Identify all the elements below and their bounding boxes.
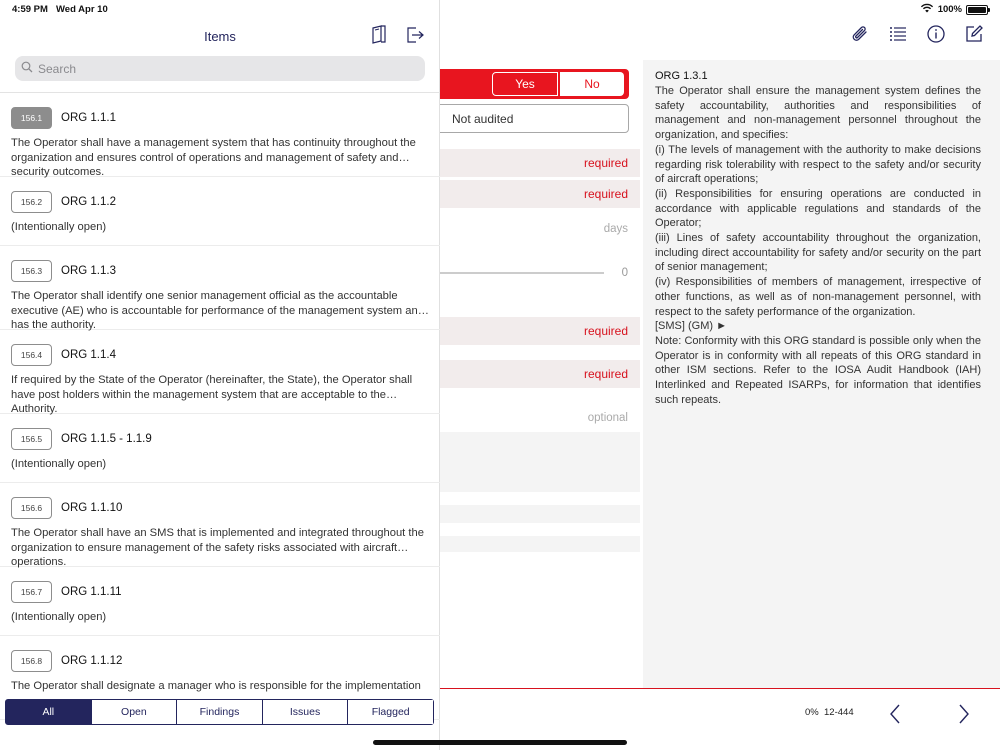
form-section-block (440, 505, 640, 523)
book-icon[interactable] (371, 25, 389, 47)
item-code: ORG 1.1.11 (61, 586, 122, 598)
item-description: The Operator shall have a management system that has continuity throughout the organization and ensures control of operations and management of safety and security outcomes. (11, 137, 416, 179)
filter-tab-issues[interactable]: Issues (263, 700, 349, 724)
form-section-block (440, 432, 640, 492)
item-badge: 156.3 (11, 260, 52, 282)
search-bar (15, 56, 425, 81)
item-badge: 156.2 (11, 191, 52, 213)
list-item[interactable] (0, 567, 440, 636)
item-code: ORG 1.1.10 (61, 502, 123, 514)
item-description: The Operator shall have an SMS that is implemented and integrated throughout the organization to ensure management of the safety risks associated with aircraft operations. (11, 527, 424, 569)
search-icon (21, 60, 33, 78)
list-item[interactable] (0, 93, 440, 177)
optional-label: optional (587, 412, 628, 424)
home-indicator[interactable] (373, 740, 627, 745)
yes-button[interactable]: Yes (492, 72, 558, 96)
conformity-toggle (440, 69, 629, 99)
item-code: ORG 1.1.3 (61, 265, 116, 277)
item-description: The Operator shall designate a manager who is responsible for the implementation (11, 680, 421, 692)
form-section-block (440, 536, 640, 552)
days-slider[interactable] (440, 272, 604, 274)
progress-percent: 0% (805, 707, 819, 718)
battery-percent: 100% (937, 4, 962, 15)
item-code: ORG 1.1.5 - 1.1.9 (61, 433, 152, 445)
standard-body: The Operator shall ensure the management system defines the safety accountability, authorities and responsibilities of management and non-management personnel throughout the organization, and specifies: (i) The levels of management with the authority to make decisions regarding risk tolerability with respect to the safety and/or security of aircraft operations; (ii) Responsibilities for ensuring operations are conducted in accordance with applicable regulations and standards of the Operator; (iii) Lines of safety accountability throughout the organization, including direct accountability for safety and/or security on the part of senior management; (iv) Responsibilities of members of management, irrespective of other functions, as well as of non-management personnel, with respect to the safety performance of the organization. [SMS] (GM) ► Note: Conformity with this ORG standard is possible only when the Operator is in conformity with all repeats of this ORG standard in other ISM sections. Refer to the IOSA Audit Handbook (IAH) Interlinked and Repeated ISARPs, for information that identifies such repeats. (655, 85, 981, 406)
days-label: days (603, 223, 628, 235)
required-field-3[interactable]: required (440, 317, 640, 345)
list-icon[interactable] (886, 22, 910, 46)
filter-tab-flagged[interactable]: Flagged (348, 700, 433, 724)
audit-status-field[interactable]: Not audited (436, 104, 629, 133)
edit-icon[interactable] (962, 22, 986, 46)
main-content (440, 0, 1000, 750)
no-button[interactable]: No (560, 72, 624, 96)
status-bar (0, 0, 1000, 18)
progress-indicator (805, 707, 854, 718)
item-code: ORG 1.1.12 (61, 655, 123, 667)
list-item[interactable] (0, 414, 440, 483)
standard-title: ORG 1.3.1 (655, 70, 708, 82)
panel-title: Items (204, 29, 236, 44)
item-badge: 156.6 (11, 497, 52, 519)
item-badge: 156.4 (11, 344, 52, 366)
item-description: (Intentionally open) (11, 221, 107, 233)
battery-icon (966, 5, 988, 15)
status-date: Wed Apr 10 (56, 4, 108, 15)
item-description: (Intentionally open) (11, 611, 107, 623)
filter-tab-findings[interactable]: Findings (177, 700, 263, 724)
item-description: (Intentionally open) (11, 458, 107, 470)
list-item[interactable] (0, 177, 440, 246)
search-input[interactable] (38, 62, 418, 76)
item-badge: 156.1 (11, 107, 52, 129)
item-badge: 156.7 (11, 581, 52, 603)
items-list (0, 93, 440, 692)
status-time: 4:59 PM (12, 4, 48, 15)
chevron-left-icon[interactable] (885, 701, 905, 727)
item-description: The Operator shall identify one senior management official as the accountable executive (AE) who is accountable for performance of the management system and has the authority. (11, 290, 424, 332)
list-item[interactable] (0, 246, 440, 330)
item-code: ORG 1.1.4 (61, 349, 116, 361)
wifi-icon (920, 3, 934, 16)
standard-text-panel (643, 60, 1000, 688)
item-code: ORG 1.1.1 (61, 112, 116, 124)
item-code: ORG 1.1.2 (61, 196, 116, 208)
progress-range: 12-444 (824, 707, 854, 718)
item-badge: 156.8 (11, 650, 52, 672)
list-item[interactable] (0, 483, 440, 567)
filter-tab-open[interactable]: Open (92, 700, 178, 724)
required-field-1[interactable]: required (440, 149, 640, 177)
chevron-right-icon[interactable] (954, 701, 974, 727)
paperclip-icon[interactable] (848, 22, 872, 46)
info-icon[interactable] (924, 22, 948, 46)
list-item[interactable] (0, 330, 440, 414)
slider-value: 0 (621, 267, 628, 279)
panel-header (0, 22, 440, 52)
exit-icon[interactable] (405, 25, 427, 47)
items-panel (0, 0, 440, 750)
main-toolbar (848, 22, 1000, 52)
item-description: If required by the State of the Operator (hereinafter, the State), the Operator shall have post holders within the management system that are acceptable to the Authority. (11, 374, 413, 416)
item-badge: 156.5 (11, 428, 52, 450)
required-field-2[interactable]: required (440, 180, 640, 208)
audit-form (440, 60, 640, 688)
required-field-4[interactable]: required (440, 360, 640, 388)
filter-tab-all[interactable]: All (6, 700, 92, 724)
status-right (920, 3, 988, 16)
filter-segmented-control (5, 699, 434, 725)
